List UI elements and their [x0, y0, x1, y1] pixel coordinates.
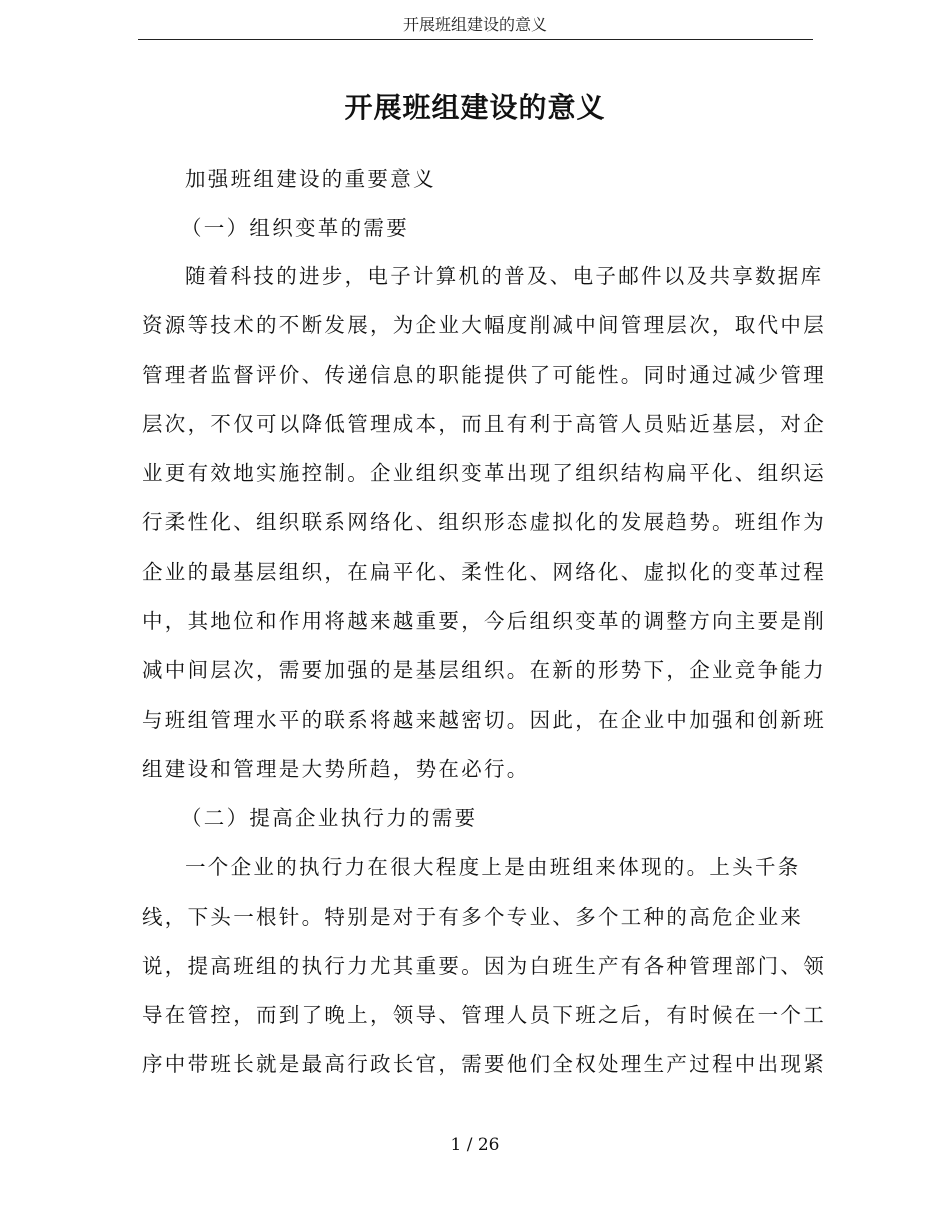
- header-rule: [138, 39, 813, 40]
- document-title: 开展班组建设的意义: [344, 91, 606, 124]
- paragraph-line: 减中间层次，需要加强的是基层组织。在新的形势下，企业竞争能力: [142, 658, 826, 682]
- paragraph-line: 业更有效地实施控制。企业组织变革出现了组织结构扁平化、组织运: [142, 461, 826, 485]
- paragraph-line: 导在管控，而到了晚上，领导、管理人员下班之后，有时候在一个工: [142, 1003, 826, 1027]
- paragraph-line: 管理者监督评价、传递信息的职能提供了可能性。同时通过减少管理: [142, 363, 826, 387]
- paragraph-line: 行柔性化、组织联系网络化、组织形态虚拟化的发展趋势。班组作为: [142, 510, 826, 534]
- paragraph-line: 资源等技术的不断发展，为企业大幅度削减中间管理层次，取代中层: [142, 313, 826, 337]
- section-heading: 加强班组建设的重要意义: [185, 167, 436, 191]
- subsection-heading: （一）组织变革的需要: [181, 216, 409, 240]
- paragraph-line: 线，下头一根针。特别是对于有多个专业、多个工种的高危企业来: [142, 905, 804, 929]
- paragraph-line: 序中带班长就是最高行政长官，需要他们全权处理生产过程中出现紧: [142, 1052, 826, 1076]
- paragraph-line: 一个企业的执行力在很大程度上是由班组来体现的。上头千条: [185, 855, 801, 879]
- paragraph-line: 企业的最基层组织，在扁平化、柔性化、网络化、虚拟化的变革过程: [142, 560, 826, 584]
- subsection-heading: （二）提高企业执行力的需要: [181, 806, 478, 830]
- paragraph-line: 组建设和管理是大势所趋，势在必行。: [142, 757, 530, 781]
- page-number: 1 / 26: [450, 1135, 500, 1155]
- paragraph-line: 说，提高班组的执行力尤其重要。因为白班生产有各种管理部门、领: [142, 954, 826, 978]
- paragraph-line: 中，其地位和作用将越来越重要，今后组织变革的调整方向主要是削: [142, 609, 826, 633]
- paragraph-line: 随着科技的进步，电子计算机的普及、电子邮件以及共享数据库: [185, 264, 824, 288]
- paragraph-line: 与班组管理水平的联系将越来越密切。因此，在企业中加强和创新班: [142, 708, 826, 732]
- header-text: 开展班组建设的意义: [402, 15, 547, 34]
- paragraph-line: 层次，不仅可以降低管理成本，而且有利于高管人员贴近基层，对企: [142, 412, 826, 436]
